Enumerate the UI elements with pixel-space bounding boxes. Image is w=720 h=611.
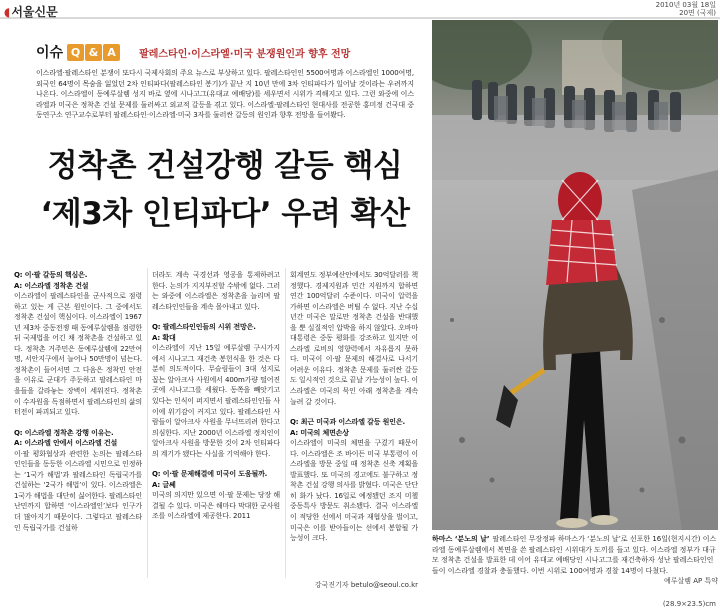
- qa-badge-a: A: [103, 44, 120, 61]
- question: Q: 팔레스타인인들의 시위 전망은.: [152, 323, 256, 332]
- protester-photo-image: [432, 20, 718, 530]
- headline-line-2: ‘제3차 인티파다’ 우려 확산: [40, 196, 410, 232]
- article-column-3: [290, 270, 418, 544]
- page-line: 20면 (국제): [679, 9, 716, 17]
- caption-title: 하마스 ‘분노의 날’: [432, 535, 490, 543]
- answer-body: 이·팔 평화협상과 관련한 논의는 팔레스타인인들을 동등한 이스라엘 시민으로 인정하는 ‘1국가 해법’과 팔레스타인 독립국가를 건설하는 ‘2국가 해법’이 있다. 이스라엘은 1국가 해법을 대단히 싫어한다. 팔레스타인 난민까지 합하면 ‘이스라엘인’보다 인구가 더 많아지기 때문이다. 그렇다고 팔레스타인 독립국가를 건설하: [14, 449, 142, 532]
- paper-name-text: 서울신문: [11, 5, 58, 19]
- qa-badge: [67, 44, 121, 61]
- column-divider: [285, 268, 286, 578]
- qa-badge-amp: &: [85, 44, 102, 61]
- date-line: 2010년 03월 18일: [655, 1, 716, 9]
- answer-heading: A: 이스라엘 안에서 이스라엘 건설: [14, 439, 118, 448]
- section-subtitle: 팔레스타인·이스라엘·미국 분쟁원인과 향후 전망: [139, 48, 351, 60]
- masthead: [0, 0, 720, 19]
- answer-body: 회계연도 정부예산안에서도 30억달러를 책정했다. 경제지원과 민간 지원까지 합하면 연간 100억달러 수준이다. 미국이 압력을 가하면 이스라엘은 버틸 수 없다. 지난 수십 년간 미국은 말로만 정착촌 건설을 반대했을 뿐 실질적인 압박을 하지 않았다. 오바마 대통령은 중동 평화를 강조하고 있지만 이스라엘 로비의 영향력에서 자유롭지 못하다. 미국이 이·팔 문제의 해결사로 나서기 어려운 이유다. 정착촌 문제를 둘러싼 갈등도 일시적인 것으로 끝날 가능성이 높다. 이스라엘은 미국의 묵인 아래 정착촌을 계속 늘려 갈 것이다.: [290, 271, 418, 406]
- article-intro: 이스라엘·팔레스타인 분쟁이 또다시 국제사회의 주요 뉴스로 부상하고 있다. 팔레스타인인 5500여명과 이스라엘인 1000여명, 외국인 64명이 목숨을 잃었던 2차 인티파다(팔레스타인 봉기)가 끝난 지 10년 만에 3차 인티파다가 일어날 것이라는 우려까지 나온다. 이스라엘이 동예루살렘 성지 바로 옆에 시나고그(유대교 예배당)를 세우면서 시위가 격해지고 있다. 그런 와중에 이스라엘과 미국은 정착촌 건설 문제를 둘러싸고 외교적 갈등을 겪고 있다. 이스라엘·팔레스타인 현대사를 전공한 홍미정 건국대 중동연구소 연구교수로부터 팔레스타인·이스라엘·미국 3자를 둘러싼 갈등의 원인과 향후 전망을 들어봤다.: [36, 69, 414, 120]
- answer-heading: A: 미국의 체면손상: [290, 428, 349, 437]
- photo-credit: 예루살렘 AP 특약: [663, 577, 718, 585]
- section-header: [36, 42, 350, 62]
- answer-heading: A: 확대: [152, 333, 176, 342]
- section-label: 이슈: [36, 45, 64, 61]
- paper-name: [4, 3, 58, 20]
- paper-logo-icon: ◖: [4, 5, 11, 19]
- answer-body: 더라도 계속 국경선과 영공을 통제하려고 한다. 논의가 지지부진할 수밖에 없다. 그러는 와중에 이스라엘은 정착촌을 늘리며 팔레스타인인들을 계속 몰아내고 있다.: [152, 271, 280, 311]
- question: Q: 이·팔 갈등의 핵심은.: [14, 271, 88, 279]
- article-column-1: [14, 270, 142, 533]
- headline: [30, 142, 420, 238]
- answer-heading: A: 이스라엘 정착촌 건설: [14, 281, 89, 290]
- page-size-code: (28.9×23.5)cm: [662, 600, 716, 608]
- date-block: [656, 1, 716, 17]
- question: Q: 최근 미국과 이스라엘 갈등 원인은.: [290, 418, 405, 427]
- answer-body: 이스라엘이 팔레스타인을 군사적으로 점령하고 있는 게 근본 원인이다. 그 중에서도 정착촌 건설이 핵심이다. 이스라엘이 1967년 제3차 중동전쟁 때 동예루살렘을 점령한 뒤 국제법을 어긴 채 정착촌을 건설하고 있다. 정착촌 거주민은 동예루살렘에 22만여명, 서안지구에서 늘어나 50만명이 넘는다. 정착촌이 들어서면 그 다음은 정착민 안전을 이유로 군대가 주둔하고 팔레스타인 마을들을 갈라놓는 장벽이 세워진다. 정착촌이 수자원을 독점하면서 팔레스타인의 삶의 터전이 파괴되고 있다.: [14, 292, 142, 417]
- question: Q: 이스라엘 정착촌 강행 이유는.: [14, 428, 114, 437]
- photo-caption: [432, 534, 718, 587]
- answer-body: 미국의 의지만 있으면 이·팔 문제는 당장 해결될 수 있다. 미국은 해마다 막대한 군사원조를 이스라엘에 제공한다. 2011: [152, 491, 280, 521]
- headline-line-1: 정착촌 건설강행 갈등 핵심: [47, 148, 403, 184]
- news-photo: [432, 20, 718, 530]
- article-column-2: [152, 270, 280, 522]
- byline: 강국진기자 betulo@seoul.co.kr: [314, 581, 418, 589]
- qa-badge-q: Q: [67, 44, 84, 61]
- answer-heading: A: 글쎄: [152, 480, 176, 489]
- caption-text: 팔레스타인 무장정파 하마스가 ‘분노의 날’로 선포한 16일(현지시간) 이스라엘 동예루살렘에서 복면을 쓴 팔레스타인 시위대가 도끼를 들고 있다. 이스라엘 정부가 대규모 정착촌 건설을 발표한 데 이어 유대교 예배당인 시나고그를 재건축하자 성난 팔레스타인인들이 이스라엘 경찰과 충돌했다. 이번 시위로 100여명과 경찰 14명이 다쳤다.: [432, 535, 717, 575]
- question: Q: 이·팔 문제해결에 미국이 도움될까.: [152, 470, 268, 479]
- answer-body: 이스라엘이 지난 15일 예루살렘 구시가지에서 시나고그 재건축 봉헌식을 한 것은 다분히 의도적이다. 무슬림들이 3대 성지로 꼽는 알아크사 사원에서 400m가량 떨어진 곳에 시나고그를 세웠다. 동쪽을 빼앗기고 있다는 인식이 퍼지면서 팔레스타인인들 사이에 위기감이 커지고 있다. 팔레스타인 사람들이 알아크사 사원을 무너뜨리려 한다고 의심한다. 지난 2000년 이스라엘 정치인이 알아크사 사원을 방문한 것이 2차 인티파다의 계기가 됐다는 사실을 기억해야 한다.: [152, 344, 280, 458]
- column-divider: [147, 268, 148, 578]
- answer-body: 이스라엘이 미국의 체면을 구겼기 때문이다. 이스라엘은 조 바이든 미국 부통령이 이스라엘을 방문 중일 때 정착촌 신축 계획을 발표했다. 또 미국의 경고에도 불구하고 정착촌 건설 강행 의사를 밝혔다. 미국은 단단히 화가 났다. 16일로 예정됐던 조지 미첼 중동특사 방문도 취소됐다. 결국 이스라엘이 적당한 선에서 미국과 재협상을 벌이고, 미국은 이를 받아들이는 선에서 봉합될 가능성이 크다.: [290, 439, 418, 543]
